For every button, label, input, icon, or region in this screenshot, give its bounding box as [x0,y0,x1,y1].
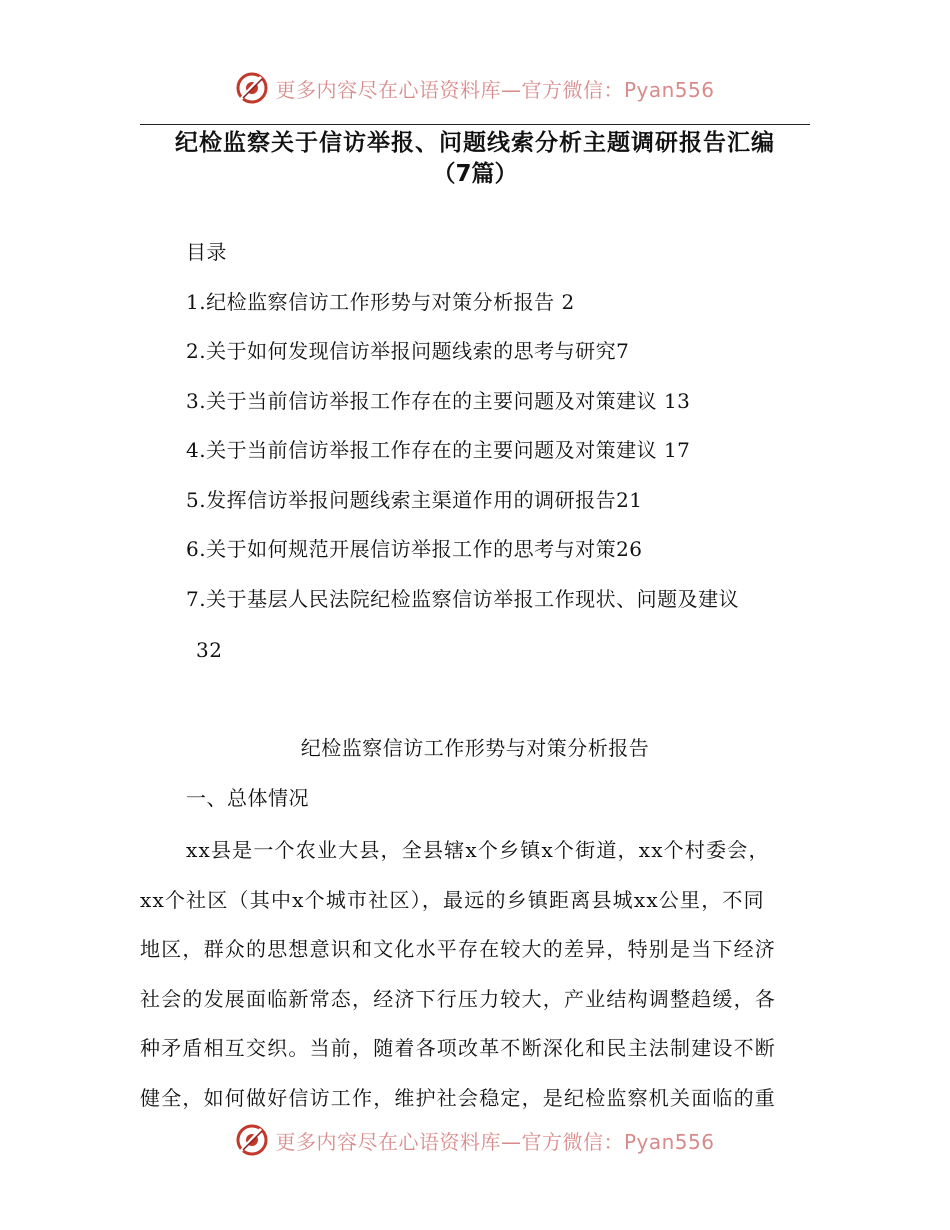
footer-banner [0,1120,950,1160]
toc-item: 4.关于当前信访举报工作存在的主要问题及对策建议 17 [186,438,691,462]
document-subtitle: （7篇） [432,161,518,187]
brand-logo-icon [235,1123,269,1157]
header-banner [0,68,950,108]
paragraph-line: 地区，群众的思想意识和文化水平存在较大的差异，特别是当下经济 [140,937,776,961]
paragraph-line: xx个社区（其中x个城市社区），最远的乡镇距离县城xx公里，不同 [140,887,765,912]
header-divider [140,124,810,125]
toc-item-page-number: 32 [196,638,223,662]
banner-text: 更多内容尽在心语资料库—官方微信：Pyan556 [275,1129,715,1154]
document-title: 纪检监察关于信访举报、问题线索分析主题调研报告汇编 [175,130,775,156]
toc-item: 3.关于当前信访举报工作存在的主要问题及对策建议 13 [186,389,691,413]
section-title: 纪检监察信访工作形势与对策分析报告 [300,736,650,760]
banner-text: 更多内容尽在心语资料库—官方微信：Pyan556 [275,77,715,102]
toc-heading: 目录 [186,240,227,264]
toc-item: 6.关于如何规范开展信访举报工作的思考与对策26 [186,537,643,561]
paragraph-line: 健全，如何做好信访工作，维护社会稳定，是纪检监察机关面临的重 [140,1085,776,1110]
brand-logo-icon [235,71,269,105]
paragraph-line: xx县是一个农业大县，全县辖x个乡镇x个街道，xx个村委会， [186,838,770,862]
toc-item: 2.关于如何发现信访举报问题线索的思考与研究7 [186,339,630,363]
paragraph-line: 种矛盾相互交织。当前，随着各项改革不断深化和民主法制建设不断 [140,1036,776,1060]
body-paragraph [140,836,810,1133]
paragraph-line: 社会的发展面临新常态，经济下行压力较大，产业结构调整趋缓，各 [140,986,776,1011]
toc-item: 5.发挥信访举报问题线索主渠道作用的调研报告21 [186,488,643,512]
section-heading: 一、总体情况 [186,786,309,810]
toc-item: 7.关于基层人民法院纪检监察信访举报工作现状、问题及建议 [186,587,740,611]
toc-item: 1.纪检监察信访工作形势与对策分析报告 2 [186,290,575,314]
